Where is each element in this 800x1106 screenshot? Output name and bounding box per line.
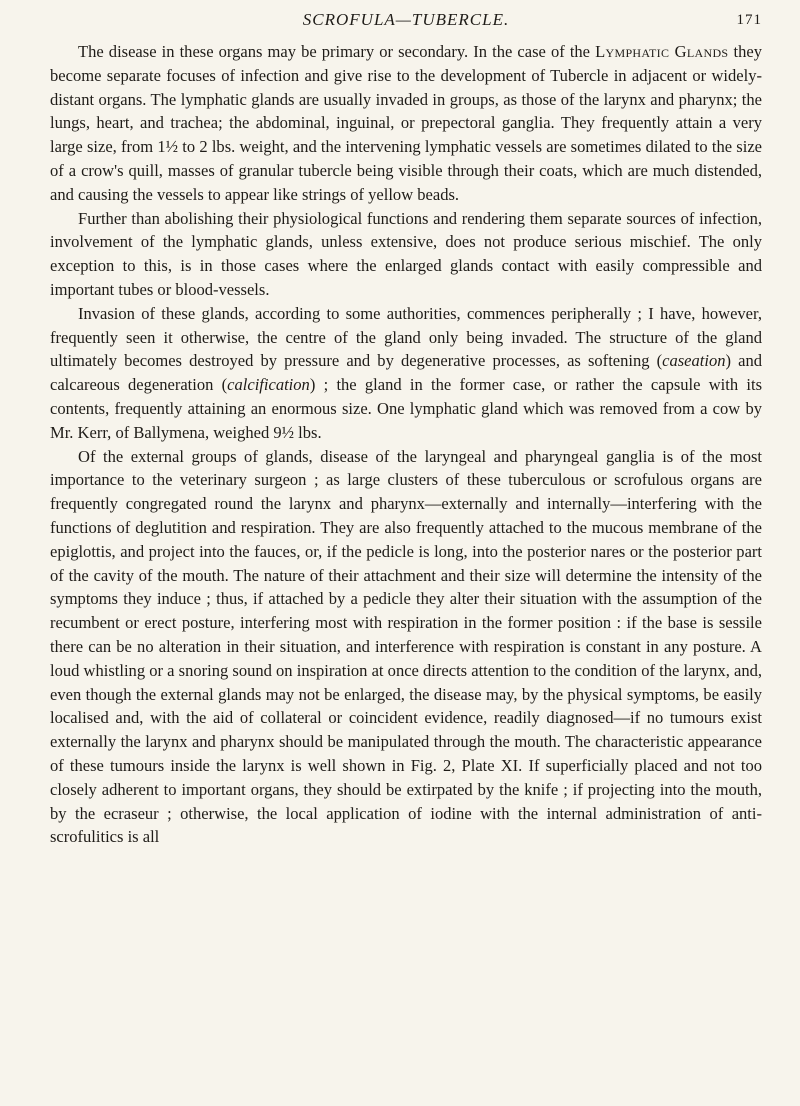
paragraph (50, 207, 762, 302)
section-term: Lymphatic Glands (595, 42, 729, 61)
paragraph (50, 302, 762, 445)
running-title: SCROFULA—TUBERCLE. (302, 10, 510, 29)
text-run: Further than abolishing their physiological functions and rendering them separate sources of infection, involvement of the lymphatic glands, unless extensive, does not produce serious mischief. The only exception to this, is in those cases where the enlarged glands contact with easily compressible and important tubes or blood-vessels. (50, 208, 762, 299)
page-number: 171 (736, 12, 762, 28)
text-run: Invasion of these glands, according to some authorities, commences peripherally ; I have, however, frequently seen it otherwise, the centre of the gland only being invaded. The structure of the gland ultimately becomes destroyed by pressure and by degenerative processes, as softening ( (50, 303, 762, 371)
paragraph (50, 445, 762, 850)
page-header (50, 0, 762, 38)
italic-term: calcification (227, 375, 310, 395)
text-run: ) ; the gland in the former case, or rather the capsule with its contents, frequently attaining an enormous size. One lymphatic gland which was removed from a cow by Mr. Kerr, of Ballymena, weighed 9½ lbs. (50, 375, 763, 442)
italic-term: caseation (662, 351, 726, 371)
text-run: Of the external groups of glands, disease of the laryngeal and pharyngeal ganglia is of the most importance to the veterinary surgeon ; as large clusters of these tuberculous or scrofulous organs are frequently congregated round the larynx and pharynx—externally and internally—interfering with the functions of deglutition and respiration. They are also frequently attached to the mucous membrane of the epiglottis, and project into the fauces, or, if the pedicle is long, into the posterior nares or the posterior part of the cavity of the mouth. The nature of their attachment and their size will determine the intensity of the symptoms they induce ; thus, if attached by a pedicle they alter their situation with the assumption of the recumbent or erect posture, interfering most with respiration in the former position : if the base is sessile there can be no alteration in their situation, and interference with respiration is constant in any posture. A loud whistling or a snoring sound on inspiration at once directs attention to the condition of the larynx, and, even though the external glands may not be enlarged, the disease may, by the physical symptoms, be easily localised and, with the aid of collateral or coincident evidence, readily diagnosed—if no tumours exist externally the larynx and pharynx should be manipulated through the mouth. The characteristic appearance of these tumours inside the larynx is well shown in Fig. 2, Plate XI. If superficially placed and not too closely adherent to important organs, they should be extirpated by the knife ; if projecting into the mouth, by the ecraseur ; otherwise, the local application of iodine with the internal administration of anti-scrofulitics is all (50, 446, 762, 847)
text-run: ) and calcareous degeneration ( (50, 351, 762, 395)
text-run: they become separate focuses of infection and give rise to the development of Tubercle in adjacent or widely-distant organs. The lymphatic glands are usually invaded in groups, as those of the larynx and pharynx; the lungs, heart, and trachea; the abdominal, inguinal, or prepectoral ganglia. They frequently attain a very large size, from 1½ to 2 lbs. weight, and the intervening lymphatic vessels are sometimes dilated to the size of a crow's quill, masses of granular tubercle being visible through their coats, which are much distended, and causing the vessels to appear like strings of yellow beads. (50, 42, 762, 204)
text-run: The disease in these organs may be primary or secondary. In the case of the (78, 42, 596, 61)
book-page (50, 0, 763, 847)
body-text (50, 40, 762, 849)
paragraph (50, 40, 762, 207)
